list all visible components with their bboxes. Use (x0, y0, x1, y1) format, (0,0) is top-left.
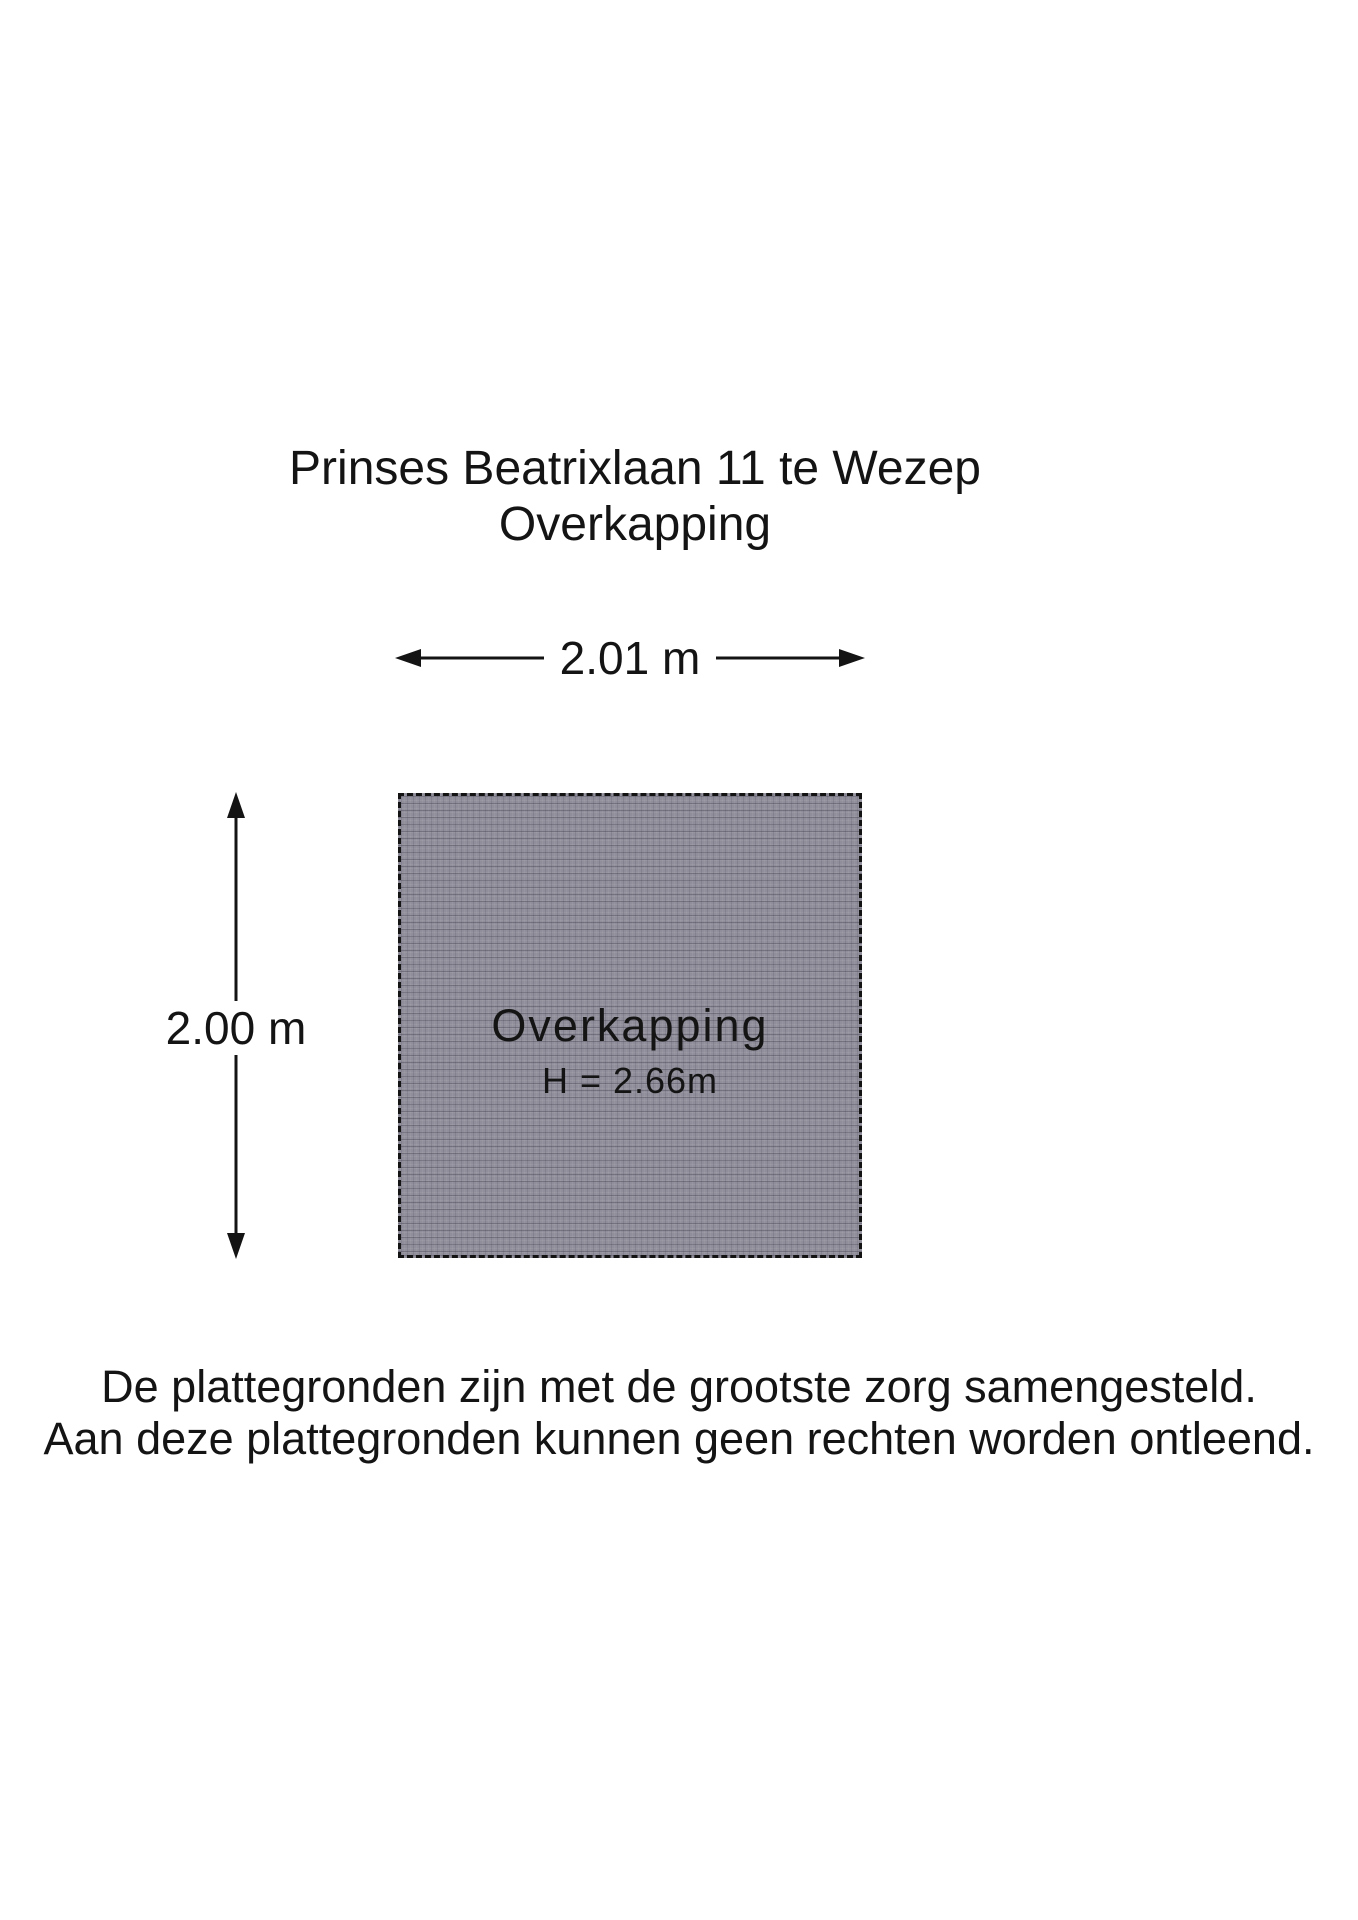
height-dimension-label: 2.00 m (162, 1001, 311, 1055)
height-dimension-label-wrap (100, 1001, 372, 1055)
room-name-label: Overkapping (491, 999, 769, 1051)
disclaimer-line1: De plattegronden zijn met de grootste zorg samengesteld. (101, 1361, 1257, 1412)
disclaimer (0, 1361, 1358, 1465)
plan-title-subtitle: Overkapping (498, 498, 772, 551)
room-ceiling-height-label: H = 2.66m (541, 1059, 719, 1101)
plan-title-address: Prinses Beatrixlaan 11 te Wezep (289, 442, 981, 495)
room-labels (401, 796, 859, 1255)
width-dimension-label-wrap (394, 632, 866, 684)
arrowhead-down-icon (227, 1233, 245, 1259)
width-dimension-label: 2.01 m (544, 632, 717, 684)
disclaimer-line2: Aan deze plattegronden kunnen geen rechten worden ontleend. (43, 1413, 1315, 1464)
plan-title (135, 441, 1135, 553)
arrowhead-up-icon (227, 792, 245, 818)
room-overkapping (398, 793, 862, 1258)
